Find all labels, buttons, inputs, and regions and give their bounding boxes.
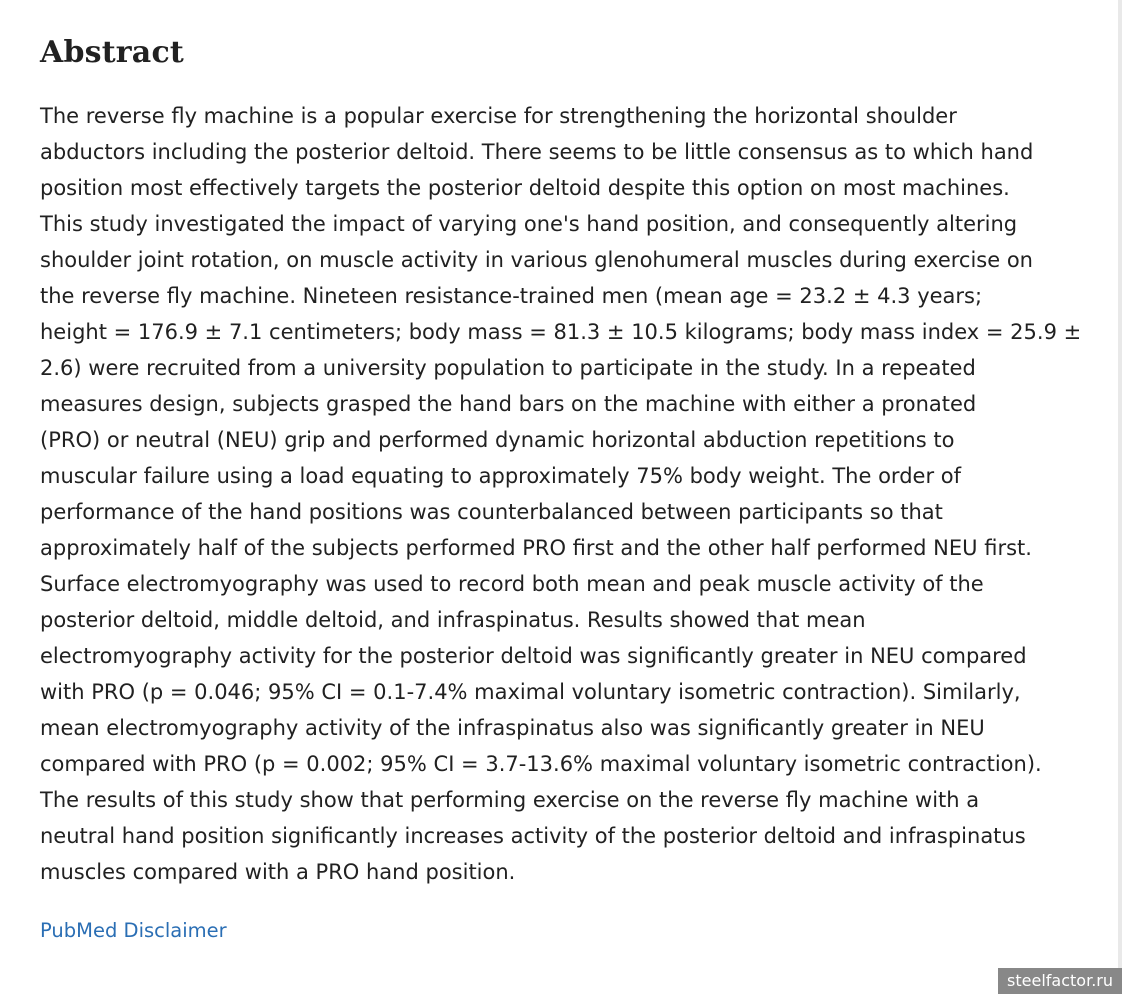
abstract-line: 2.6) were recruited from a university population to participate in the study. In a repeated [40, 356, 976, 380]
abstract-line: muscles compared with a PRO hand position. [40, 860, 516, 884]
abstract-line: with PRO (p = 0.046; 95% CI = 0.1-7.4% maximal voluntary isometric contraction). Similarly, [40, 680, 1021, 704]
abstract-line: performance of the hand positions was counterbalanced between participants so that [40, 500, 943, 524]
abstract-line: compared with PRO (p = 0.002; 95% CI = 3.7-13.6% maximal voluntary isometric contraction). [40, 752, 1042, 776]
abstract-line: mean electromyography activity of the infraspinatus also was significantly greater in NEU [40, 716, 985, 740]
abstract-line: electromyography activity for the posterior deltoid was significantly greater in NEU compared [40, 644, 1027, 668]
abstract-line: neutral hand position significantly increases activity of the posterior deltoid and infraspinatus [40, 824, 1026, 848]
abstract-line: abductors including the posterior deltoid. There seems to be little consensus as to which hand [40, 140, 1034, 164]
abstract-line: position most effectively targets the posterior deltoid despite this option on most machines. [40, 176, 1010, 200]
abstract-line: muscular failure using a load equating to approximately 75% body weight. The order of [40, 464, 961, 488]
abstract-line: shoulder joint rotation, on muscle activity in various glenohumeral muscles during exercise on [40, 248, 1033, 272]
abstract-line: measures design, subjects grasped the hand bars on the machine with either a pronated [40, 392, 977, 416]
abstract-line: posterior deltoid, middle deltoid, and infraspinatus. Results showed that mean [40, 608, 866, 632]
abstract-line: This study investigated the impact of varying one's hand position, and consequently altering [40, 212, 1018, 236]
page-edge-divider [1118, 0, 1122, 994]
watermark-badge: steelfactor.ru [998, 968, 1122, 994]
abstract-line: (PRO) or neutral (NEU) grip and performed dynamic horizontal abduction repetitions to [40, 428, 955, 452]
abstract-line: approximately half of the subjects performed PRO first and the other half performed NEU first. [40, 536, 1032, 560]
pubmed-disclaimer-link[interactable]: PubMed Disclaimer [40, 919, 227, 942]
abstract-heading: Abstract [40, 35, 184, 70]
abstract-line: Surface electromyography was used to record both mean and peak muscle activity of the [40, 572, 984, 596]
abstract-line: The results of this study show that performing exercise on the reverse fly machine with a [40, 788, 980, 812]
abstract-line: height = 176.9 ± 7.1 centimeters; body mass = 81.3 ± 10.5 kilograms; body mass index = 25.9 ± [40, 320, 1082, 344]
abstract-line: the reverse fly machine. Nineteen resistance-trained men (mean age = 23.2 ± 4.3 years; [40, 284, 983, 308]
abstract-line: The reverse fly machine is a popular exercise for strengthening the horizontal shoulder [40, 104, 957, 128]
abstract-text [40, 98, 1108, 890]
